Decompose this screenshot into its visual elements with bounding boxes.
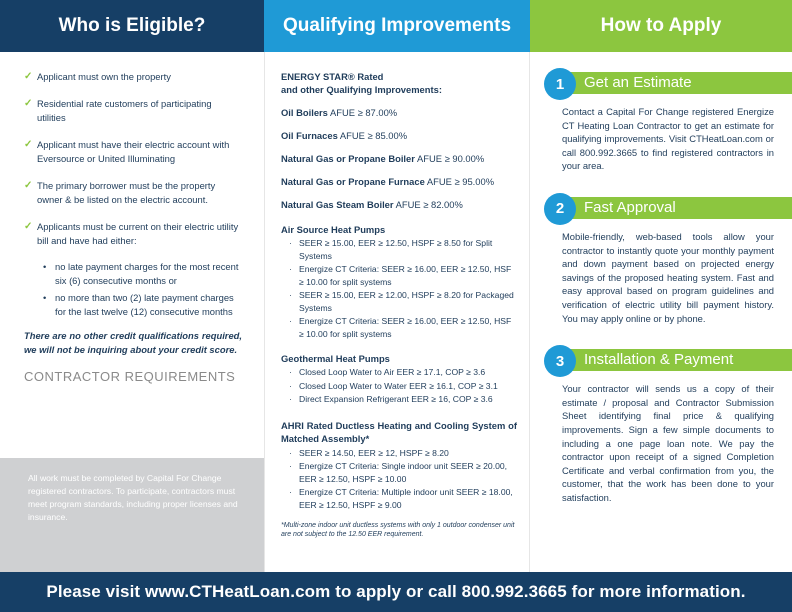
list-item: · Energize CT Criteria: SEER ≥ 16.00, EER ≥ 12.50, HSF ≥ 10.00 for split systems	[289, 316, 512, 339]
payment-history-sublist	[37, 260, 242, 318]
equipment-row: Natural Gas or Propane Furnace AFUE ≥ 95.00%	[281, 176, 495, 187]
bullet-icon: ·	[289, 290, 292, 300]
equipment-row: Natural Gas or Propane Boiler AFUE ≥ 90.00%	[281, 153, 485, 164]
list-item: · Closed Loop Water to Water EER ≥ 16.1, COP ≥ 3.1	[289, 380, 498, 391]
list-item: ✓ The primary borrower must be the property owner & be listed on the electric account.	[24, 180, 216, 205]
check-icon: ✓	[24, 180, 33, 191]
step-3-banner	[544, 345, 778, 373]
geothermal-list	[281, 366, 517, 406]
credit-note: There are no other credit qualifications required, we will not be inquiring about your credit score.	[24, 330, 242, 355]
list-item: · Energize CT Criteria: Single indoor unit SEER ≥ 20.00, EER ≥ 12.50, HSPF ≥ 10.00	[289, 461, 508, 484]
bullet-icon: ·	[289, 461, 292, 471]
step-number-badge: 1	[544, 68, 576, 100]
contractor-requirements-box	[0, 458, 264, 572]
header-title: How to Apply	[600, 15, 722, 36]
bullet-icon: ·	[289, 487, 292, 497]
step-title: Fast Approval	[558, 197, 792, 219]
bullet-icon: ·	[289, 394, 292, 404]
bullet-icon: ·	[289, 264, 292, 274]
footer-text: Please visit www.CTHeatLoan.com to apply or call 800.992.3665 for more information.	[46, 582, 746, 601]
list-item: · Energize CT Criteria: Multiple indoor unit SEER ≥ 18.00, EER ≥ 12.50, HSPF ≥ 9.00	[289, 487, 513, 510]
header-who-is-eligible	[0, 0, 264, 52]
bullet-icon: ·	[289, 367, 292, 377]
qualifying-heading: ENERGY STAR® Rated and other Qualifying Improvements:	[281, 71, 442, 95]
list-item: · Energize CT Criteria: SEER ≥ 16.00, EER ≥ 12.50, HSF ≥ 10.00 for split systems	[289, 264, 512, 287]
step-title: Installation & Payment	[558, 349, 792, 371]
step-3-text: Your contractor will sends us a copy of their estimate / proposal and Contractor Submission Sheet identifying final price & qualifying improvements. Sign a few simple documents to including a one page loan note. We pay the contractor upon receipt of a signed Completion Certificate and verbal confirmation from you, the customer, that the work has been done to your satisfaction.	[562, 383, 774, 503]
footer-banner	[0, 572, 792, 612]
step-1-banner	[544, 68, 778, 96]
list-item: · SEER ≥ 15.00, EER ≥ 12.50, HSPF ≥ 8.50 for Split Systems	[289, 238, 493, 261]
geothermal-title: Geothermal Heat Pumps	[281, 353, 390, 364]
ahri-list	[281, 447, 517, 512]
list-item: · Direct Expansion Refrigerant EER ≥ 16, COP ≥ 3.6	[289, 394, 493, 404]
equipment-row: Oil Boilers AFUE ≥ 87.00%	[281, 107, 398, 118]
list-item: · SEER ≥ 15.00, EER ≥ 12.00, HSPF ≥ 8.20 for Packaged Systems	[289, 290, 514, 313]
check-icon: ✓	[24, 98, 33, 109]
air-source-title: Air Source Heat Pumps	[281, 224, 386, 235]
step-2-banner	[544, 193, 778, 221]
bullet-icon: ·	[289, 447, 292, 458]
header-title: Qualifying Improvements	[282, 15, 512, 36]
ahri-title: AHRI Rated Ductless Heating and Cooling System of Matched Assembly*	[281, 419, 517, 444]
bullet-icon: ·	[289, 316, 292, 326]
ductless-footnote: *Multi-zone indoor unit ductless systems with only 1 outdoor condenser unit are not subject to the 12.50 EER requirement.	[281, 522, 515, 538]
step-2-text: Mobile-friendly, web-based tools allow your contractor to instantly quote your monthly payment and down payment based on projected energy savings of the proposed heating system. Fast and easy approval based on program guidelines and verification of electric utility bill payment history. You may apply online or by phone.	[562, 230, 774, 324]
bullet-icon: •	[43, 292, 47, 303]
bullet-icon: ·	[289, 238, 292, 248]
list-item: ✓ Residential rate customers of participating utilities	[24, 98, 212, 123]
list-item: • no more than two (2) late payment charges for the last twelve (12) consecutive months	[43, 292, 234, 317]
check-icon: ✓	[24, 221, 33, 232]
step-number-badge: 3	[544, 345, 576, 377]
step-title: Get an Estimate	[558, 72, 792, 94]
qualifying-column	[264, 52, 530, 572]
list-item: ✓ Applicant must own the property	[24, 71, 171, 82]
header-how-to-apply	[530, 0, 792, 52]
equipment-row: Oil Furnaces AFUE ≥ 85.00%	[281, 130, 408, 141]
list-item: ✓ Applicant must have their electric account with Eversource or United Illuminating	[24, 139, 230, 164]
bullet-icon: ·	[289, 380, 292, 391]
list-item: · SEER ≥ 14.50, EER ≥ 12, HSPF ≥ 8.20	[289, 447, 449, 458]
check-icon: ✓	[24, 139, 33, 150]
list-item: ✓ Applicants must be current on their electric utility bill and have had either: • no late payment charges for the most recent six (6) consecutive months or • no more than two (2) late payment charges for the last twelve (12) consecutive months	[24, 220, 242, 318]
list-item: · Closed Loop Water to Air EER ≥ 17.1, COP ≥ 3.6	[289, 367, 486, 377]
eligibility-list	[24, 70, 242, 318]
step-1-text: Contact a Capital For Change registered Energize CT Heating Loan Contractor to get an estimate for qualifying improvements. Visit CTHeatLoan.com or call 800.992.3665 to find registered contractors in your area.	[562, 106, 774, 172]
header-qualifying-improvements	[264, 0, 530, 52]
bullet-icon: •	[43, 261, 47, 272]
header-title: Who is Eligible?	[58, 15, 206, 36]
check-icon: ✓	[24, 71, 33, 82]
step-number-badge: 2	[544, 193, 576, 225]
contractor-requirements-title: CONTRACTOR REQUIREMENTS	[24, 369, 236, 384]
equipment-row: Natural Gas Steam Boiler AFUE ≥ 82.00%	[281, 199, 463, 210]
how-to-apply-column	[530, 52, 792, 572]
list-item: • no late payment charges for the most recent six (6) consecutive months or	[43, 261, 239, 286]
contractor-requirements-text: All work must be completed by Capital For Change registered contractors. To participate, contractors must meet program standards, including proper licenses and insurance.	[28, 473, 238, 522]
air-source-list	[281, 237, 517, 340]
